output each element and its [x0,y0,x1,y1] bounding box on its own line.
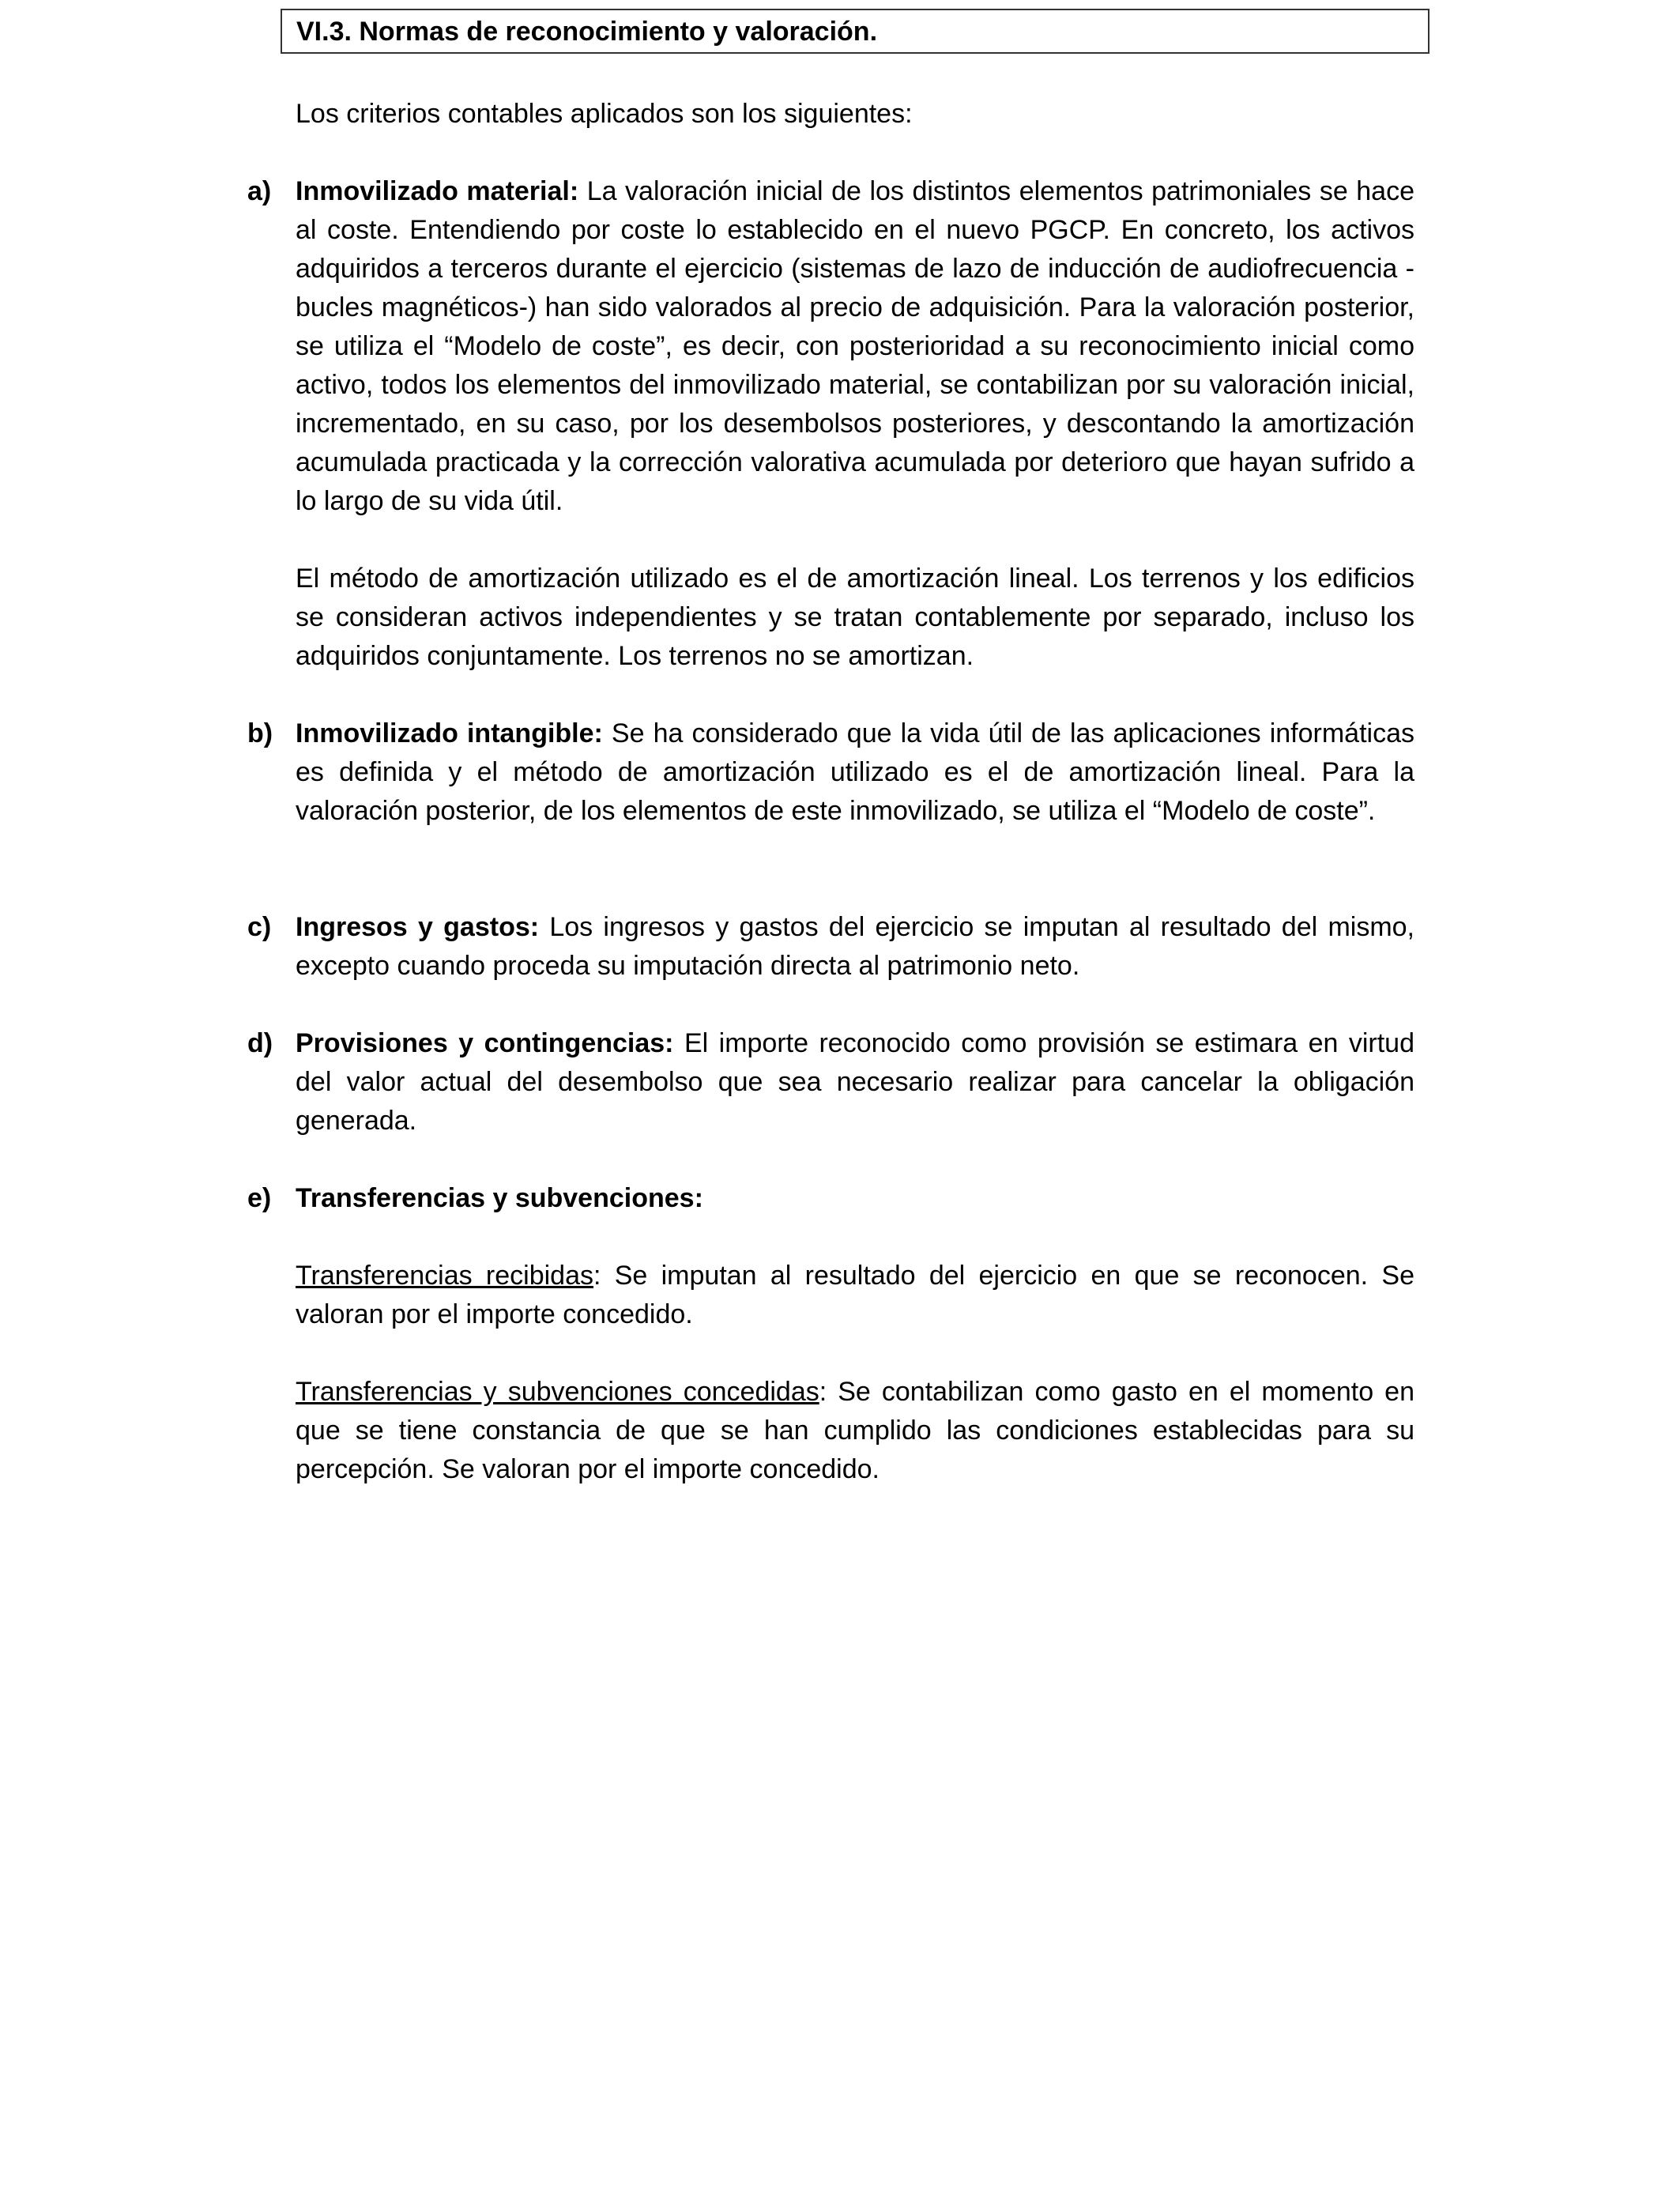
item-d-letter: d) [247,1028,273,1058]
item-d-paragraph [296,1024,1414,1140]
item-d-heading: Provisiones y contingencias: [296,1028,674,1058]
item-a-text: La valoración inicial de los distintos elementos patrimoniales se hace al coste. Entendiendo por coste lo establecido en el nuevo PGCP. En concreto, los activos adquiridos a terceros durante el ejercicio (sistemas de lazo de inducción de audiofrecuencia -bucles magnéticos-) han sido valorados al precio de adquisición. Para la valoración posterior, se utiliza el “Modelo de coste”, es decir, con posterioridad a su reconocimiento inicial como activo, todos los elementos del inmovilizado material, se contabilizan por su valoración inicial, incrementado, en su caso, por los desembolsos posteriores, y descontando la amortización acumulada practicada y la corrección valorativa acumulada por deterioro que hayan sufrido a lo largo de su vida útil. [296,176,1414,516]
item-a-paragraph [296,172,1414,521]
item-d-text: El importe reconocido como provisión se estimara en virtud del valor actual del desembolso que sea necesario realizar para cancelar la obligación generada. [296,1028,1414,1136]
item-e-heading: Transferencias y subvenciones: [296,1183,703,1213]
item-b-letter: b) [247,718,273,748]
section-title: VI.3. Normas de reconocimiento y valoración. [281,9,1430,54]
item-e-sub1-paragraph [296,1257,1414,1334]
item-e-sub2-paragraph [296,1373,1414,1489]
item-b-paragraph [296,714,1414,831]
item-e-sub1-title: Transferencias recibidas [296,1261,593,1291]
item-c-letter: c) [247,912,272,942]
item-a-heading: Inmovilizado material: [296,176,579,206]
item-e-sub2-title: Transferencias y subvenciones concedidas [296,1377,819,1407]
item-e-heading-line [296,1179,1414,1218]
item-c-heading: Ingresos y gastos: [296,912,540,942]
intro-text: Los criterios contables aplicados son los siguientes: [296,99,913,129]
item-e-sub2-text: : Se contabilizan como gasto en el momento en que se tiene constancia de que se han cumplido las condiciones establecidas para su percepción. Se valoran por el importe concedido. [296,1377,1414,1484]
item-a-letter: a) [247,176,272,206]
item-c-paragraph [296,908,1414,986]
item-a-paragraph-2: El método de amortización utilizado es el de amortización lineal. Los terrenos y los edificios se consideran activos independientes y se tratan contablemente por separado, incluso los adquiridos conjuntamente. Los terrenos no se amortizan. [296,564,1414,671]
item-e-letter: e) [247,1183,272,1213]
item-c-text: Los ingresos y gastos del ejercicio se imputan al resultado del mismo, excepto cuando proceda su imputación directa al patrimonio neto. [296,912,1415,981]
item-e-sub1-text: : Se imputan al resultado del ejercicio en que se reconocen. Se valoran por el importe concedido. [296,1261,1414,1329]
item-b-text: Se ha considerado que la vida útil de las aplicaciones informáticas es definida y el método de amortización utilizado es el de amortización lineal. Para la valoración posterior, de los elementos de este inmovilizado, se utiliza el “Modelo de coste”. [296,718,1414,826]
item-b-heading: Inmovilizado intangible: [296,718,603,748]
